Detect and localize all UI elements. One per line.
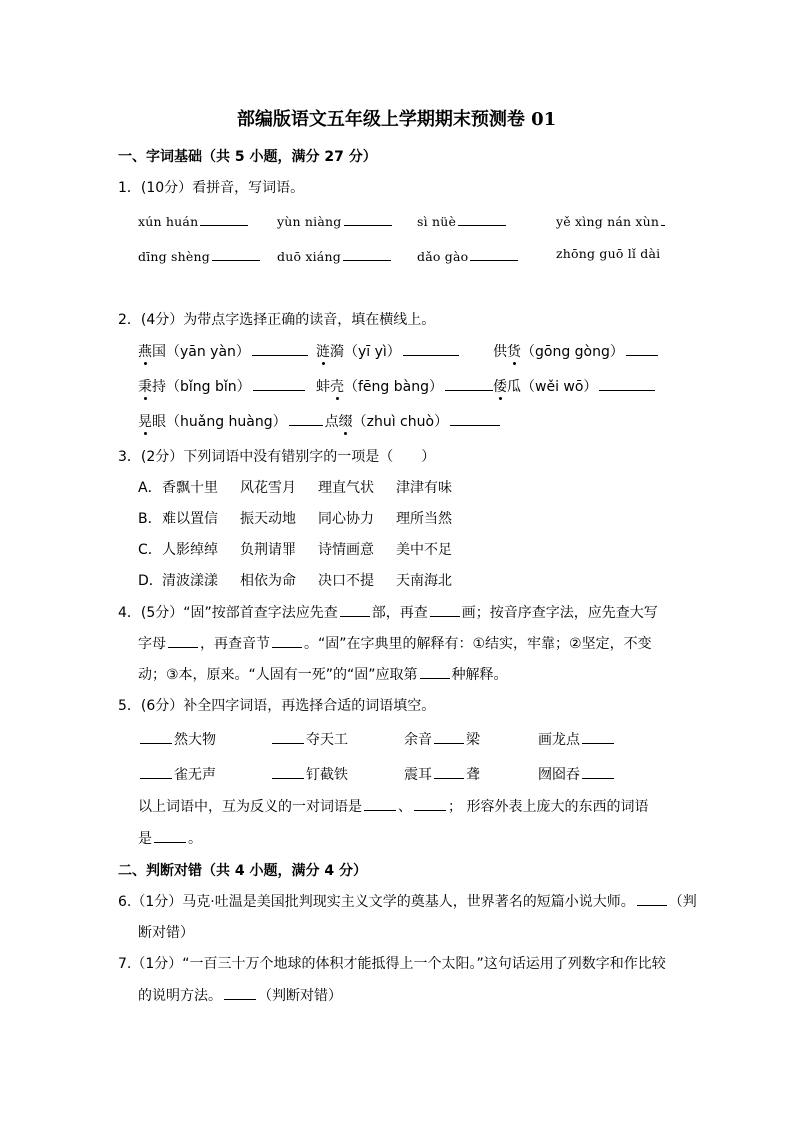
- q1-pinyin-7: dǎo gào: [417, 246, 520, 264]
- answer-blank[interactable]: [434, 729, 464, 744]
- section-1-heading: 一、字词基础（共 5 小题，满分 27 分）: [118, 149, 377, 165]
- q1-pinyin-3: sì nüè: [417, 211, 508, 229]
- answer-blank[interactable]: [344, 211, 392, 226]
- q4-line-3: 动；③本，原来。“人固有一死”的“固”应取第 种解释。: [138, 664, 508, 684]
- q1-pinyin-6: duō xiáng: [277, 246, 393, 264]
- answer-blank[interactable]: [272, 729, 304, 744]
- page-title: 部编版语文五年级上学期期末预测卷 01: [236, 109, 557, 130]
- q3-stem: 3．(2分）下列词语中没有错别字的一项是（ ）: [118, 449, 436, 465]
- section-2-heading: 二、判断对错（共 4 小题，满分 4 分）: [118, 863, 367, 879]
- answer-blank[interactable]: [168, 633, 198, 648]
- q5-idiom: 夺天工: [270, 729, 348, 749]
- answer-blank[interactable]: [289, 411, 323, 426]
- q6-line-1: 6.（1分）马克·吐温是美国批判现实主义文学的奠基人，世界著名的短篇小说大师。 （判: [118, 891, 697, 911]
- answer-blank[interactable]: [224, 985, 256, 1000]
- q5-idiom: 钉截铁: [270, 764, 348, 784]
- q2-item: 晃眼（huǎng huàng） 点缀（zhuì chuò）: [138, 411, 502, 431]
- answer-blank[interactable]: [272, 633, 302, 648]
- answer-blank[interactable]: [364, 796, 396, 811]
- q2-item: 秉持（bǐng bǐn）: [138, 376, 307, 396]
- answer-blank[interactable]: [430, 602, 460, 617]
- answer-blank[interactable]: [403, 341, 459, 356]
- answer-blank[interactable]: [470, 246, 518, 261]
- q3-option-a[interactable]: A．香飘十里 风花雪月 理直气状 津津有味: [138, 480, 452, 496]
- q1-pinyin-1: xún huán: [138, 211, 250, 229]
- q2-stem: 2．(4分）为带点字选择正确的读音，填在横线上。: [118, 312, 436, 328]
- answer-blank[interactable]: [253, 376, 305, 391]
- answer-blank[interactable]: [414, 796, 446, 811]
- q4-line-2: 字母 ，再查音节 。“固”在字典里的解释有：①结实，牢靠；②坚定，不变: [138, 633, 652, 653]
- q5-idiom: 余音 梁: [404, 729, 480, 749]
- q5-line-2: 是 。: [138, 828, 202, 848]
- q1-pinyin-4: yě xìng nán xùn: [556, 211, 667, 229]
- q2-item: 倭瓜（wěi wō）: [493, 376, 657, 396]
- answer-blank[interactable]: [582, 764, 614, 779]
- answer-blank[interactable]: [637, 891, 667, 906]
- q2-item: 蚌壳（fēng bàng）: [316, 376, 495, 396]
- q5-idiom: 震耳 聋: [404, 764, 480, 784]
- answer-blank[interactable]: [272, 764, 304, 779]
- answer-blank[interactable]: [458, 211, 506, 226]
- q5-idiom: 画龙点: [538, 729, 616, 749]
- q2-item: 供货（gōng gòng）: [493, 341, 660, 361]
- q2-item: 涟漪（yī yì）: [316, 341, 461, 361]
- q3-option-b[interactable]: B．难以置信 振天动地 同心协力 理所当然: [138, 511, 452, 527]
- answer-blank[interactable]: [340, 602, 370, 617]
- q7-line-2: 的说明方法。 （判断对错）: [138, 985, 342, 1005]
- q5-idiom: 囫囵吞: [538, 764, 616, 784]
- answer-blank[interactable]: [252, 341, 308, 356]
- answer-blank[interactable]: [445, 376, 493, 391]
- q5-line-1: 以上词语中，互为反义的一对词语是 、 ； 形容外表上庞大的东西的词语: [138, 796, 648, 816]
- q3-option-d[interactable]: D．清波漾漾 相依为命 决口不提 天南海北: [138, 573, 452, 589]
- answer-blank[interactable]: [343, 246, 391, 261]
- answer-blank[interactable]: [434, 764, 464, 779]
- q4-line-1: 4．(5分）“固”按部首查字法应先查 部，再查 画；按音序查字法，应先查大写: [118, 602, 658, 622]
- answer-blank[interactable]: [450, 411, 500, 426]
- q1-pinyin-8: zhōng guō lǐ dài: [556, 246, 661, 261]
- answer-blank[interactable]: [154, 828, 186, 843]
- q6-line-2: 断对错）: [138, 925, 194, 941]
- answer-blank[interactable]: [140, 729, 172, 744]
- q5-idiom: 然大物: [138, 729, 216, 749]
- answer-blank[interactable]: [212, 246, 260, 261]
- answer-blank[interactable]: [661, 211, 665, 226]
- q7-line-1: 7.（1分）“一百三十万个地球的体积才能抵得上一个太阳。”这句话运用了列数字和作比较: [118, 956, 666, 972]
- q3-option-c[interactable]: C．人影绰绰 负荆请罪 诗情画意 美中不足: [138, 542, 452, 558]
- q2-item: 燕国（yān yàn）: [138, 341, 310, 361]
- q1-pinyin-5: dīng shèng: [138, 246, 262, 264]
- q1-stem: 1．(10分）看拼音，写词语。: [118, 180, 305, 196]
- answer-blank[interactable]: [140, 764, 172, 779]
- q1-pinyin-2: yùn niàng: [277, 211, 394, 229]
- q5-stem: 5．(6分）补全四字词语，再选择合适的词语填空。: [118, 698, 436, 714]
- answer-blank[interactable]: [420, 664, 450, 679]
- q5-idiom: 雀无声: [138, 764, 216, 784]
- answer-blank[interactable]: [200, 211, 248, 226]
- answer-blank[interactable]: [599, 376, 655, 391]
- answer-blank[interactable]: [626, 341, 658, 356]
- answer-blank[interactable]: [582, 729, 614, 744]
